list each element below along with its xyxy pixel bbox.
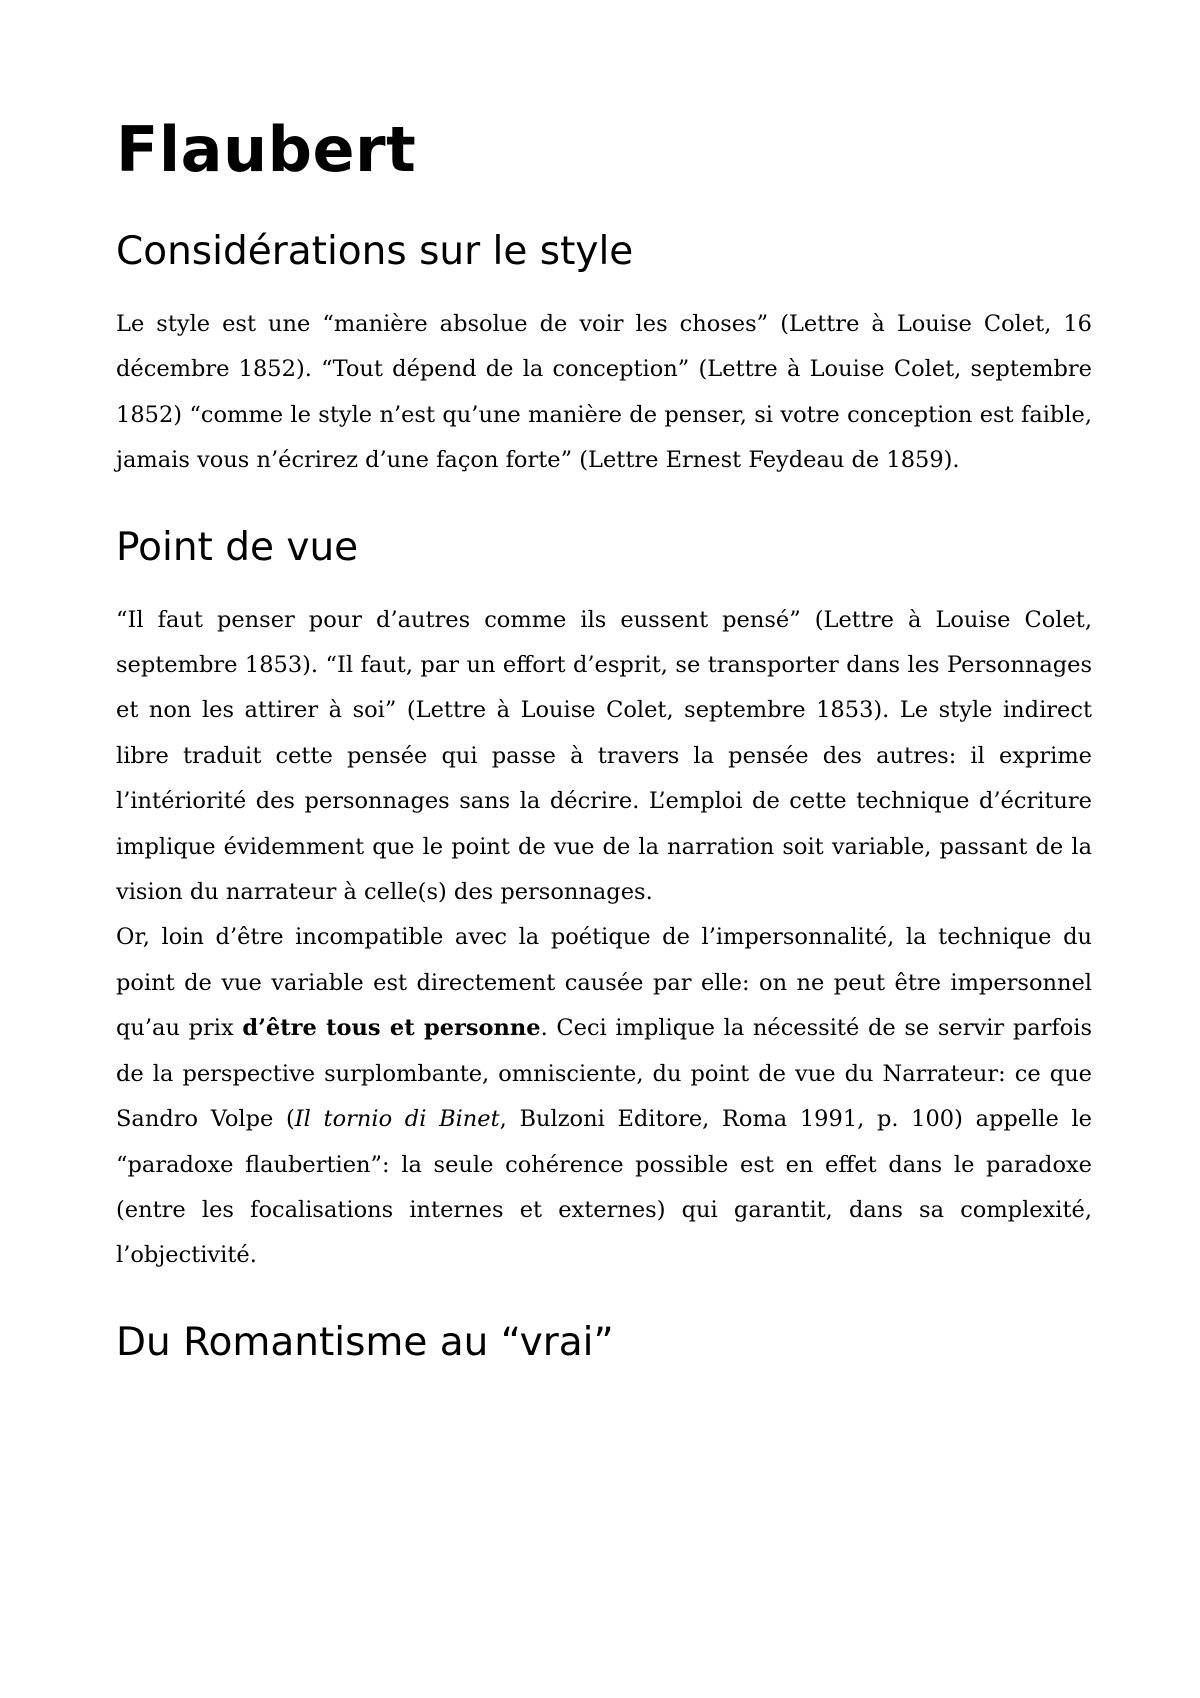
paragraph-text-segment: . Ceci implique la nécessité de se servir parfois de la perspective surplombante, omnisciente, du point de vue du Narrateur: ce que Sandro Volpe ( <box>116 1015 1093 1133</box>
paragraph-text-segment: Or, loin d’être incompatible avec la poétique de l’impersonnalité, la technique du point de vue variable est directement causée par elle: on ne peut être impersonnel qu’au prix <box>116 924 1092 1042</box>
section-heading-romantisme: Du Romantisme au “vrai” <box>116 1319 614 1365</box>
paragraph-point-de-vue-2 <box>116 915 1092 1278</box>
paragraph-style: Le style est une “manière absolue de voir les choses” (Lettre à Louise Colet, 16 décembre 1852). “Tout dépend de la conception” (Lettre à Louise Colet, septembre 1852) “comme le style n’est qu’une manière de penser, si votre conception est faible, jamais vous n’écrirez d’une façon forte” (Lettre Ernest Feydeau de 1859). <box>116 311 1092 474</box>
document-content <box>116 102 1092 1369</box>
book-title-italic: Il tornio di Binet <box>294 1106 500 1133</box>
section-heading-point-de-vue: Point de vue <box>116 524 359 570</box>
paragraph-point-de-vue-1: “Il faut penser pour d’autres comme ils eussent pensé” (Lettre à Louise Colet, septembre 1853). “Il faut, par un effort d’esprit, se transporter dans les Personnages et non les attirer à soi” (Lettre à Louise Colet, septembre 1853). Le style indirect libre traduit cette pensée qui passe à travers la pensée des autres: il exprime l’intériorité des personnages sans la décrire. L’emploi de cette technique d’écriture implique évidemment que le point de vue de la narration soit variable, passant de la vision du narrateur à celle(s) des personnages. <box>116 606 1092 906</box>
section-heading-style: Considérations sur le style <box>116 229 634 274</box>
bold-phrase: d’être tous et personne <box>242 1015 541 1042</box>
section-style <box>116 226 1092 484</box>
document-title: Flaubert <box>116 113 417 186</box>
section-romantisme <box>116 1317 1092 1369</box>
paragraph-text-segment: , Bulzoni Editore, Roma 1991, p. 100) appelle le “paradoxe flaubertien”: la seule cohérence possible est en effet dans le paradoxe (entre les focalisations internes et externes) qui garantit, dans sa complexité, l’objectivité. <box>116 1106 1092 1269</box>
section-point-de-vue <box>116 522 1092 1279</box>
